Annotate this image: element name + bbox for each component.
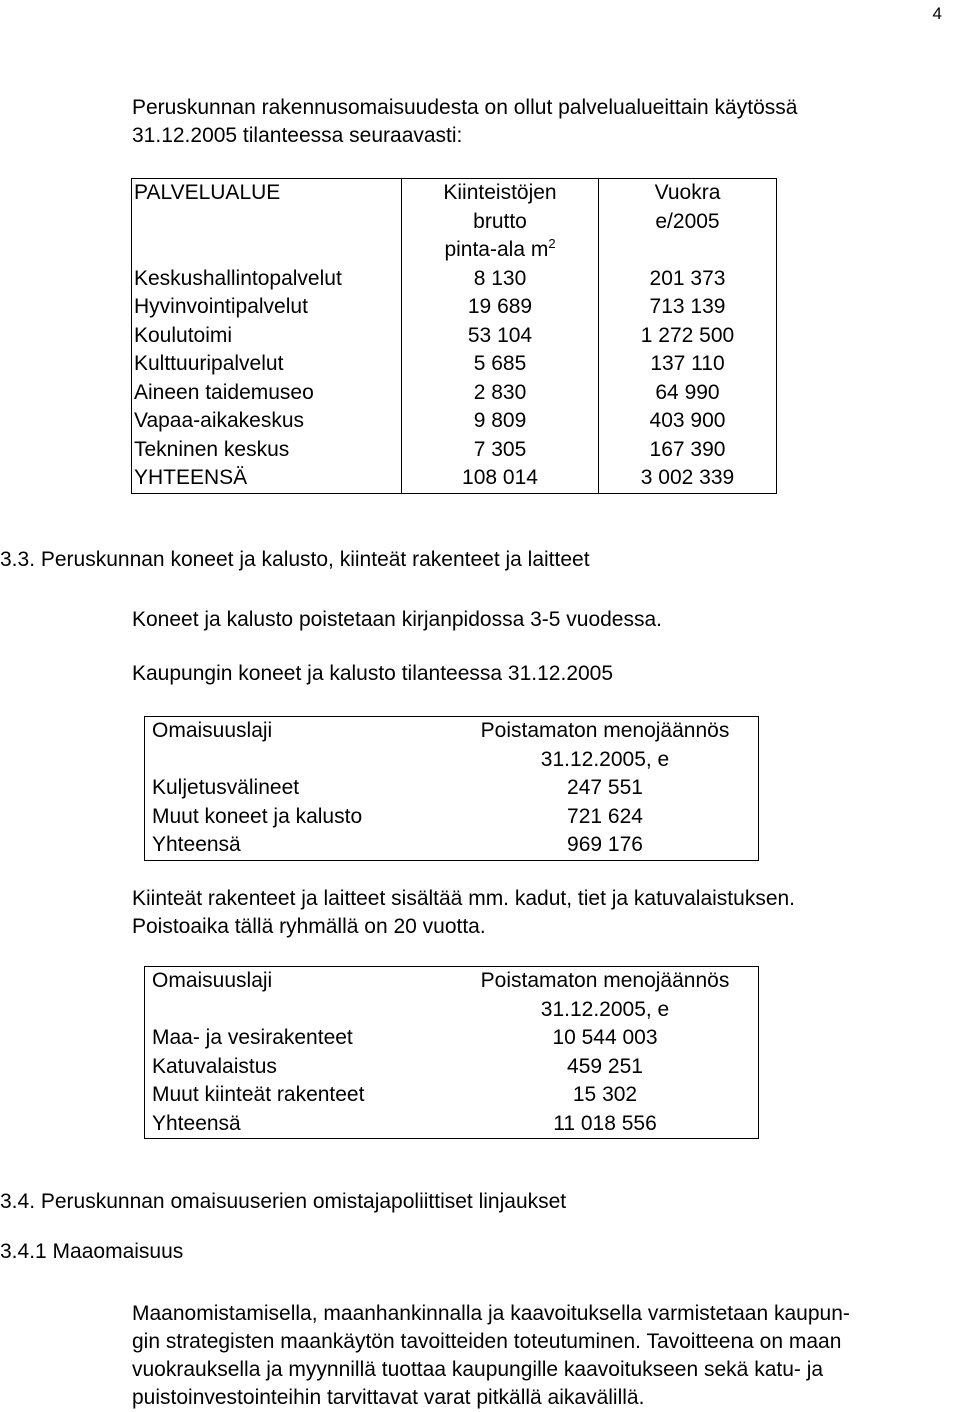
cell-value: 15 302 [452, 1081, 759, 1110]
table-row [132, 265, 777, 294]
table-header-row [132, 179, 777, 265]
structures-line-2: Poistoaika tällä ryhmällä on 20 vuotta. [132, 915, 486, 938]
table-row [132, 293, 777, 322]
header-rent [599, 179, 777, 265]
structures-table [144, 966, 759, 1139]
structures-line-1: Kiinteät rakenteet ja laitteet sisältää mm. kadut, tiet ja katuvalaistuksen. [132, 887, 796, 910]
table-total-row [145, 831, 759, 860]
header-rent-line-1: Vuokra [654, 181, 721, 204]
header-area-line-2: brutto [473, 209, 527, 233]
cell-value: 459 251 [452, 1053, 759, 1082]
cell-name: Tekninen keskus [132, 436, 402, 465]
cell-name: Keskushallintopalvelut [132, 265, 402, 294]
page-number: 4 [932, 4, 942, 23]
table-row [145, 1081, 759, 1110]
header-residual-line-2: 31.12.2005, e [540, 997, 670, 1021]
header-area [402, 179, 599, 265]
cell-name: YHTEENSÄ [132, 464, 402, 493]
cell-name: Maa- ja vesirakenteet [145, 1024, 453, 1053]
header-omaisuuslaji: Omaisuuslaji [145, 967, 453, 1025]
cell-rent: 3 002 339 [599, 464, 777, 493]
table-row [132, 436, 777, 465]
table-row [145, 774, 759, 803]
cell-value: 969 176 [452, 831, 759, 860]
cell-rent: 64 990 [599, 379, 777, 408]
header-residual-line-2: 31.12.2005, e [540, 747, 670, 771]
paragraph-line: gin strategisten maankäytön tavoitteiden toteutuminen. Tavoitteena on maan [132, 1330, 842, 1353]
paragraph-line: puistoinvestointeihin tarvittavat varat pitkällä aikavälillä. [132, 1386, 645, 1409]
header-residual-line-1: Poistamaton menojäännös [480, 969, 730, 992]
cell-area: 19 689 [402, 293, 599, 322]
table-total-row [145, 1110, 759, 1139]
cell-name: Yhteensä [145, 831, 453, 860]
section-3-3-paragraph-2: Kaupungin koneet ja kalusto tilanteessa 31.12.2005 [132, 662, 614, 685]
cell-name: Yhteensä [145, 1110, 453, 1139]
cell-value: 11 018 556 [452, 1110, 759, 1139]
header-palvelualue: PALVELUALUE [132, 179, 402, 265]
cell-rent: 403 900 [599, 407, 777, 436]
table-row [145, 1053, 759, 1082]
header-residual-line-1: Poistamaton menojäännös [480, 719, 730, 742]
cell-name: Kulttuuripalvelut [132, 350, 402, 379]
cell-name: Katuvalaistus [145, 1053, 453, 1082]
service-area-table [131, 178, 777, 494]
cell-area: 7 305 [402, 436, 599, 465]
cell-area: 53 104 [402, 322, 599, 351]
table-row [132, 407, 777, 436]
cell-rent: 713 139 [599, 293, 777, 322]
header-area-line-1: Kiinteistöjen [443, 181, 557, 204]
cell-area: 9 809 [402, 407, 599, 436]
cell-name: Kuljetusvälineet [145, 774, 453, 803]
header-area-line-3: pinta-ala $m^2$ [444, 236, 556, 261]
paragraph-line: vuokrauksella ja myynnillä tuottaa kaupungille kaavoitukseen sekä katu- ja [132, 1358, 824, 1381]
structures-paragraph [132, 885, 922, 941]
intro-line-2: 31.12.2005 tilanteessa seuraavasti: [132, 124, 463, 147]
table-header-row [145, 717, 759, 775]
table-header-row [145, 967, 759, 1025]
subsection-heading-3-4-1: 3.4.1 Maaomaisuus [0, 1240, 184, 1263]
cell-rent: 1 272 500 [599, 322, 777, 351]
table-row [145, 1024, 759, 1053]
section-3-3-paragraph-1: Koneet ja kalusto poistetaan kirjanpidossa 3-5 vuodessa. [132, 608, 663, 631]
table-row [132, 322, 777, 351]
superscript: 2 [548, 236, 556, 251]
cell-rent: 201 373 [599, 265, 777, 294]
table-row [132, 379, 777, 408]
cell-area: 108 014 [402, 464, 599, 493]
section-heading-3-3: 3.3. Peruskunnan koneet ja kalusto, kiinteät rakenteet ja laitteet [0, 548, 590, 571]
intro-paragraph [132, 94, 922, 150]
cell-area: 8 130 [402, 265, 599, 294]
header-residual-value [452, 717, 759, 775]
cell-name: Muut kiinteät rakenteet [145, 1081, 453, 1110]
cell-rent: 167 390 [599, 436, 777, 465]
cell-value: 247 551 [452, 774, 759, 803]
cell-name: Koulutoimi [132, 322, 402, 351]
machinery-table [144, 716, 759, 861]
cell-name: Hyvinvointipalvelut [132, 293, 402, 322]
cell-value: 721 624 [452, 803, 759, 832]
table-total-row [132, 464, 777, 493]
cell-rent: 137 110 [599, 350, 777, 379]
paragraph-line: Maanomistamisella, maanhankinnalla ja kaavoituksella varmistetaan kaupun- [132, 1302, 850, 1325]
cell-name: Aineen taidemuseo [132, 379, 402, 408]
header-residual-value [452, 967, 759, 1025]
cell-name: Muut koneet ja kalusto [145, 803, 453, 832]
table-row [145, 803, 759, 832]
cell-area: 2 830 [402, 379, 599, 408]
land-ownership-paragraph [132, 1300, 947, 1412]
cell-name: Vapaa-aikakeskus [132, 407, 402, 436]
section-heading-3-4: 3.4. Peruskunnan omaisuuserien omistajapoliittiset linjaukset [0, 1190, 567, 1213]
intro-line-1: Peruskunnan rakennusomaisuudesta on ollut palvelualueittain käytössä [132, 96, 798, 119]
header-rent-line-2: e/2005 [655, 209, 720, 233]
table-row [132, 350, 777, 379]
cell-area: 5 685 [402, 350, 599, 379]
cell-value: 10 544 003 [452, 1024, 759, 1053]
header-omaisuuslaji: Omaisuuslaji [145, 717, 453, 775]
